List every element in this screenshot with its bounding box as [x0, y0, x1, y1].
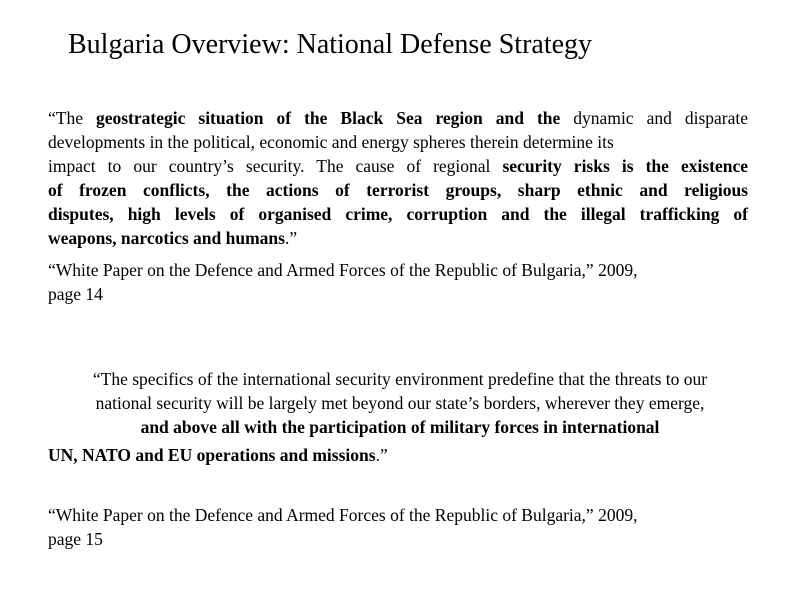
- quote-1-line-6: weapons, narcotics and humans.”: [48, 228, 298, 248]
- slide-title: Bulgaria Overview: National Defense Strategy: [68, 29, 593, 60]
- citation-2-line-1: “White Paper on the Defence and Armed Forces of the Republic of Bulgaria,” 2009,: [48, 505, 638, 525]
- citation-1-line-1: “White Paper on the Defence and Armed Forces of the Republic of Bulgaria,” 2009,: [48, 260, 638, 280]
- citation-1-line-2: page 14: [48, 284, 103, 304]
- quote-2-line-4-text: UN, NATO and EU operations and missions.”: [48, 445, 388, 465]
- quote-1-line-1: “The geostrategic situation of the Black Sea region and the dynamic and disparate: [48, 108, 748, 128]
- quote-2-line-4: [48, 443, 748, 467]
- citation-2: [48, 503, 748, 551]
- quote-2-line-2: national security will be largely met beyond our state’s borders, wherever they emerge,: [95, 393, 705, 413]
- quote-1-line-4: of frozen conflicts, the actions of terrorist groups, sharp ethnic and religious: [48, 180, 748, 200]
- quote-1-line-3: impact to our country’s security. The cause of regional security risks is the existence: [48, 156, 748, 176]
- quote-1: [48, 106, 748, 250]
- citation-1: [48, 258, 748, 306]
- quote-2-line-1: “The specifics of the international security environment predefine that the threats to our: [92, 369, 708, 389]
- quote-2: [44, 367, 756, 439]
- quote-2-line-3: and above all with the participation of military forces in international: [140, 417, 660, 437]
- quote-1-line-5: disputes, high levels of organised crime, corruption and the illegal trafficking of: [48, 204, 748, 224]
- quote-1-line-2: developments in the political, economic and energy spheres therein determine its: [48, 132, 614, 152]
- citation-2-line-2: page 15: [48, 529, 103, 549]
